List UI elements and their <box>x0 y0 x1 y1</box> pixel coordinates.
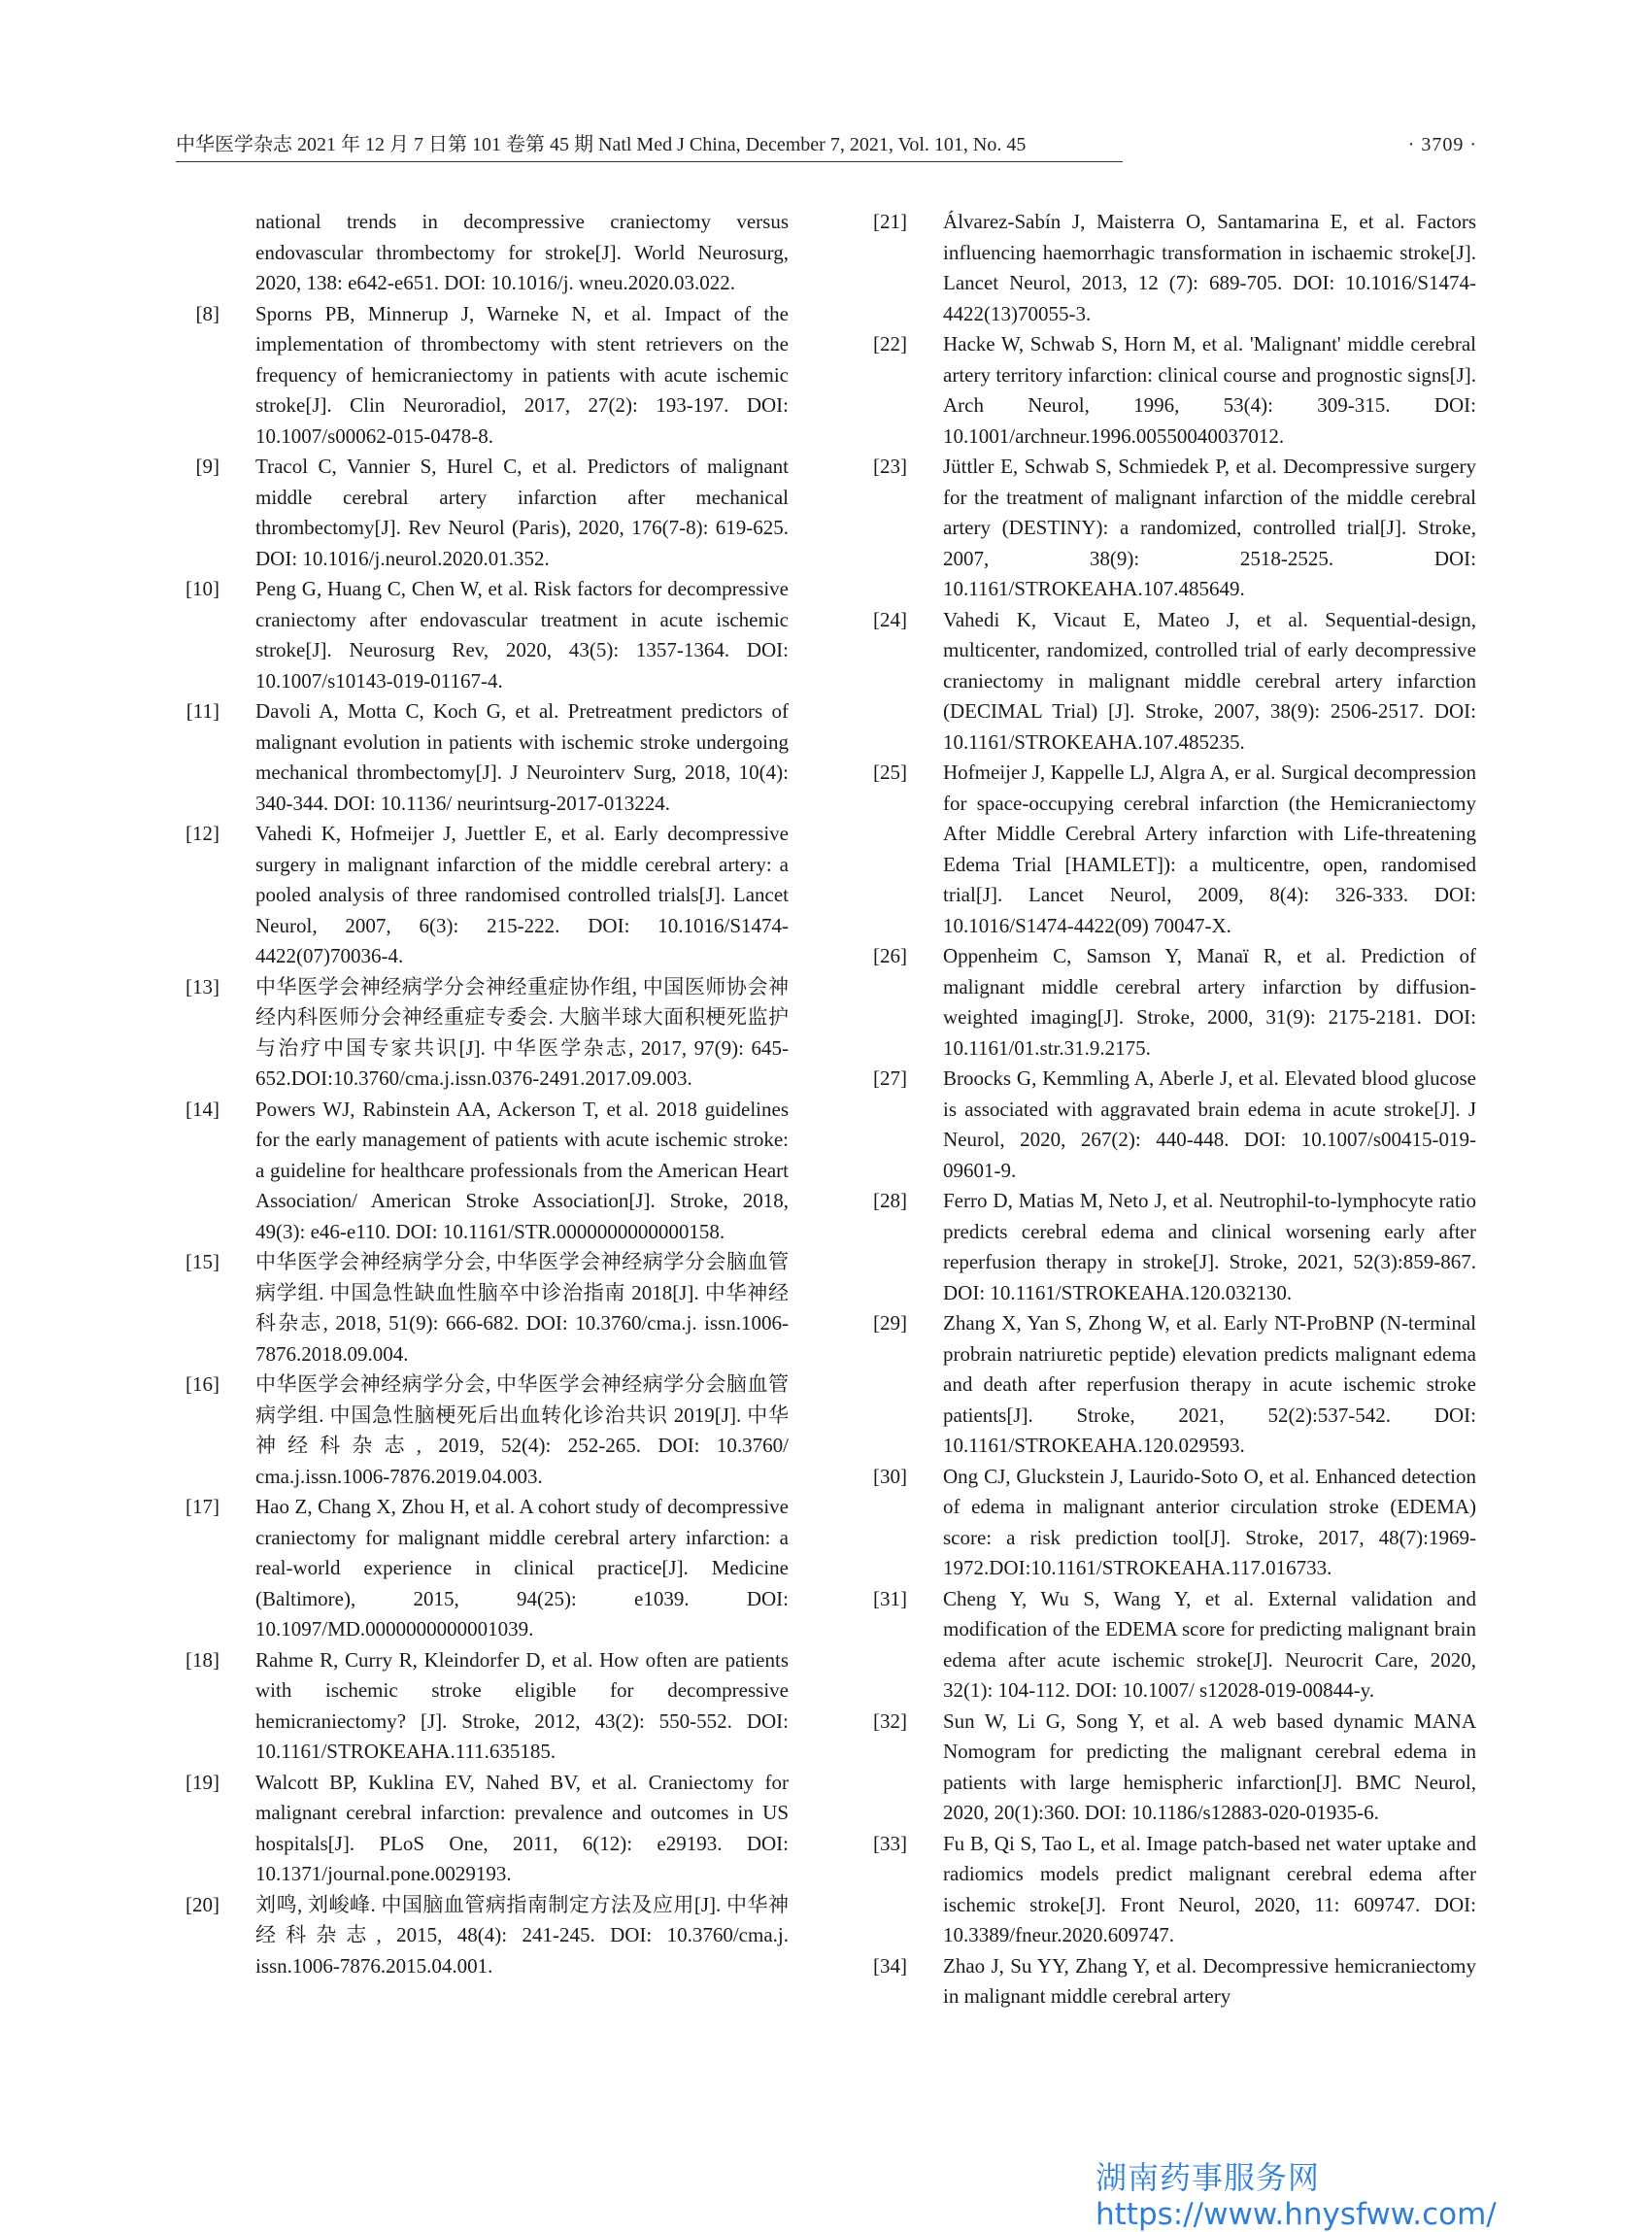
references-right-column <box>862 207 1476 2012</box>
reference-entry <box>862 329 1476 452</box>
reference-text: 中华医学会神经病学分会神经重症协作组, 中国医师协会神经内科医师分会神经重症专委会. 大脑半球大面积梗死监护与治疗中国专家共识[J]. 中华医学杂志, 2017, 97(9): 645-652.DOI:10.3760/cma.j.issn.0376-2491.2017.09.003. <box>255 974 789 1090</box>
reference-text: 中华医学会神经病学分会, 中华医学会神经病学分会脑血管病学组. 中国急性缺血性脑卒中诊治指南 2018[J]. 中华神经科杂志, 2018, 51(9): 666-682. DOI: 10.3760/cma.j. issn.1006-7876.2018.09.004. <box>255 1250 789 1366</box>
reference-number: [14] <box>185 1097 219 1121</box>
reference-text: Ferro D, Matias M, Neto J, et al. Neutrophil-to-lymphocyte ratio predicts cerebral edema and clinical worsening early after reperfusion therapy in stroke[J]. Stroke, 2021, 52(3):859-867. DOI: 10.1161/STROKEAHA.120.032130. <box>943 1189 1476 1304</box>
reference-text: Vahedi K, Hofmeijer J, Juettler E, et al. Early decompressive surgery in malignant infarction of the middle cerebral artery: a pooled analysis of three randomised controlled trials[J]. Lancet Neurol, 2007, 6(3): 215-222. DOI: 10.1016/S1474-4422(07)70036-4. <box>255 822 789 967</box>
reference-entry <box>862 941 1476 1064</box>
reference-entry <box>175 452 789 574</box>
reference-text: Zhao J, Su YY, Zhang Y, et al. Decompressive hemicraniectomy in malignant middle cerebral artery <box>943 1953 1476 2008</box>
reference-entry <box>175 1095 789 1248</box>
reference-number: [15] <box>185 1250 219 1273</box>
reference-entry <box>175 299 789 453</box>
reference-number: [21] <box>873 210 907 233</box>
reference-entry <box>175 972 789 1095</box>
reference-text: Ong CJ, Gluckstein J, Laurido-Soto O, et al. Enhanced detection of edema in malignant anterior circulation stroke (EDEMA) score: a risk prediction tool[J]. Stroke, 2017, 48(7):1969-1972.DOI:10.1161/STROKEAHA.117.016733. <box>943 1464 1476 1579</box>
reference-text: Vahedi K, Vicaut E, Mateo J, et al. Sequential-design, multicenter, randomized, controlled trial of early decompressive craniectomy in malignant middle cerebral artery infarction (DECIMAL Trial) [J]. Stroke, 2007, 38(9): 2506-2517. DOI: 10.1161/STROKEAHA.107.485235. <box>943 607 1476 754</box>
reference-entry <box>862 1308 1476 1462</box>
reference-entry <box>862 1707 1476 1829</box>
reference-entry <box>175 1890 789 1982</box>
page-number: · 3709 · <box>1407 134 1477 155</box>
reference-text: Hacke W, Schwab S, Horn M, et al. 'Malignant' middle cerebral artery territory infarction: clinical course and prognostic signs[J]. Arch Neurol, 1996, 53(4): 309-315. DOI: 10.1001/archneur.1996.00550040037012. <box>943 332 1476 448</box>
reference-entry <box>175 696 789 819</box>
reference-entry <box>862 1951 1476 2012</box>
reference-text: Hofmeijer J, Kappelle LJ, Algra A, er al. Surgical decompression for space-occupying cerebral infarction (the Hemicraniectomy After Middle Cerebral Artery infarction with Life-threatening Edema Trial [HAMLET]): a multicentre, open, randomised trial[J]. Lancet Neurol, 2009, 8(4): 326-333. DOI: 10.1016/S1474-4422(09) 70047-X. <box>943 761 1476 937</box>
reference-entry <box>862 1462 1476 1584</box>
reference-number: [9] <box>195 455 219 478</box>
reference-entry <box>175 574 789 696</box>
journal-citation-header: 中华医学杂志 2021 年 12 月 7 日第 101 卷第 45 期 Natl Med J China, December 7, 2021, Vol. 101, No. 45 <box>176 134 1027 155</box>
reference-text: 中华医学会神经病学分会, 中华医学会神经病学分会脑血管病学组. 中国急性脑梗死后出血转化诊治共识 2019[J]. 中华神经科杂志, 2019, 52(4): 252-265. DOI: 10.3760/ cma.j.issn.1006-7876.2019.04.003. <box>255 1372 789 1488</box>
reference-number: [22] <box>873 332 907 355</box>
reference-number: [26] <box>873 944 907 967</box>
reference-number: [19] <box>185 1770 219 1794</box>
reference-number: [12] <box>185 822 219 845</box>
reference-number: [16] <box>185 1372 219 1396</box>
running-header <box>176 128 1477 161</box>
reference-text: national trends in decompressive craniectomy versus endovascular thrombectomy for stroke[J]. World Neurosurg, 2020, 138: e642-e651. DOI: 10.1016/j. wneu.2020.03.022. <box>255 210 789 294</box>
watermark-name: 湖南药事服务网 <box>1096 2159 1321 2196</box>
reference-text: Jüttler E, Schwab S, Schmiedek P, et al. Decompressive surgery for the treatment of malignant infarction of the middle cerebral artery (DESTINY): a randomized, controlled trial[J]. Stroke, 2007, 38(9): 2518-2525. DOI: 10.1161/STROKEAHA.107.485649. <box>943 455 1476 600</box>
reference-text: Hao Z, Chang X, Zhou H, et al. A cohort study of decompressive craniectomy for malignant middle cerebral artery infarction: a real-world experience in clinical practice[J]. Medicine (Baltimore), 2015, 94(25): e1039. DOI: 10.1097/MD.0000000000001039. <box>255 1495 789 1640</box>
reference-text: Davoli A, Motta C, Koch G, et al. Pretreatment predictors of malignant evolution in patients with ischemic stroke undergoing mechanical thrombectomy[J]. J Neurointerv Surg, 2018, 10(4): 340-344. DOI: 10.1136/ neurintsurg-2017-013224. <box>255 699 789 815</box>
reference-entry <box>175 1247 789 1370</box>
reference-text: Álvarez-Sabín J, Maisterra O, Santamarina E, et al. Factors influencing haemorrhagic transformation in ischaemic stroke[J]. Lancet Neurol, 2013, 12 (7): 689-705. DOI: 10.1016/S1474-4422(13)70055-3. <box>943 210 1476 325</box>
reference-text: Cheng Y, Wu S, Wang Y, et al. External validation and modification of the EDEMA score for predicting malignant brain edema after acute ischemic stroke[J]. Neurocrit Care, 2020, 32(1): 104-112. DOI: 10.1007/ s12028-019-00844-y. <box>943 1586 1476 1702</box>
reference-text: Fu B, Qi S, Tao L, et al. Image patch-based net water uptake and radiomics models predict malignant cerebral edema after ischemic stroke[J]. Front Neurol, 2020, 11: 609747. DOI: 10.3389/fneur.2020.609747. <box>943 1831 1476 1946</box>
reference-number: [20] <box>185 1892 219 1916</box>
reference-entry <box>175 819 789 972</box>
reference-number: [25] <box>873 761 907 784</box>
reference-number: [28] <box>873 1189 907 1212</box>
header-rule <box>176 161 1123 162</box>
reference-entry <box>862 1064 1476 1186</box>
reference-number: [23] <box>873 455 907 478</box>
reference-number: [8] <box>195 301 219 325</box>
reference-text: Oppenheim C, Samson Y, Manaï R, et al. Prediction of malignant middle cerebral artery infarction by diffusion-weighted imaging[J]. Stroke, 2000, 31(9): 2175-2181. DOI: 10.1161/01.str.31.9.2175. <box>943 944 1476 1060</box>
reference-text: Walcott BP, Kuklina EV, Nahed BV, et al. Craniectomy for malignant cerebral infarction: prevalence and outcomes in US hospitals[J]. PLoS One, 2011, 6(12): e29193. DOI: 10.1371/journal.pone.0029193. <box>255 1770 789 1885</box>
reference-text: Sun W, Li G, Song Y, et al. A web based dynamic MANA Nomogram for predicting the malignant cerebral edema in patients with large hemispheric infarction[J]. BMC Neurol, 2020, 20(1):360. DOI: 10.1186/s12883-020-01935-6. <box>943 1708 1476 1824</box>
reference-number: [30] <box>873 1464 907 1488</box>
watermark-url[interactable]: https://www.hnysfww.com/ <box>1096 2197 1497 2232</box>
reference-entry <box>862 758 1476 941</box>
reference-entry <box>862 1584 1476 1707</box>
reference-text: Broocks G, Kemmling A, Aberle J, et al. Elevated blood glucose is associated with aggravated brain edema in acute stroke[J]. J Neurol, 2020, 267(2): 440-448. DOI: 10.1007/s00415-019-09601-9. <box>943 1066 1476 1182</box>
reference-entry <box>862 207 1476 329</box>
reference-number: [27] <box>873 1066 907 1090</box>
references-left-column <box>175 207 789 1981</box>
reference-number: [33] <box>873 1831 907 1855</box>
reference-number: [29] <box>873 1311 907 1335</box>
reference-entry <box>862 452 1476 605</box>
reference-number: [32] <box>873 1708 907 1733</box>
reference-number: [11] <box>185 699 219 723</box>
reference-number: [13] <box>185 974 219 998</box>
reference-entry <box>175 1370 789 1492</box>
reference-entry <box>175 1768 789 1890</box>
reference-text: Tracol C, Vannier S, Hurel C, et al. Predictors of malignant middle cerebral artery infarction after mechanical thrombectomy[J]. Rev Neurol (Paris), 2020, 176(7-8): 619-625. DOI: 10.1016/j.neurol.2020.01.352. <box>255 455 789 570</box>
reference-entry <box>175 207 789 299</box>
reference-text: Sporns PB, Minnerup J, Warneke N, et al. Impact of the implementation of thrombectomy with stent retrievers on the frequency of hemicraniectomy in patients with acute ischemic stroke[J]. Clin Neuroradiol, 2017, 27(2): 193-197. DOI: 10.1007/s00062-015-0478-8. <box>255 301 789 448</box>
reference-text: 刘鸣, 刘峻峰. 中国脑血管病指南制定方法及应用[J]. 中华神经科杂志, 2015, 48(4): 241-245. DOI: 10.3760/cma.j. issn.1006-7876.2015.04.001. <box>255 1892 789 1978</box>
reference-number: [17] <box>185 1495 219 1518</box>
watermark <box>1096 2158 1523 2232</box>
reference-number: [34] <box>873 1953 907 1978</box>
reference-text: Zhang X, Yan S, Zhong W, et al. Early NT-ProBNP (N-terminal probrain natriuretic peptide) elevation predicts malignant edema and death after reperfusion therapy in acute ischemic stroke patients[J]. Stroke, 2021, 52(2):537-542. DOI: 10.1161/STROKEAHA.120.029593. <box>943 1311 1476 1457</box>
reference-number: [31] <box>873 1586 907 1610</box>
reference-number: [10] <box>185 577 219 600</box>
reference-entry <box>862 1186 1476 1308</box>
reference-entry <box>175 1492 789 1645</box>
reference-text: Rahme R, Curry R, Kleindorfer D, et al. How often are patients with ischemic stroke eligible for decompressive hemicraniectomy? [J]. Stroke, 2012, 43(2): 550-552. DOI: 10.1161/STROKEAHA.111.635185. <box>255 1647 789 1763</box>
reference-entry <box>862 1829 1476 1951</box>
reference-entry <box>175 1645 789 1768</box>
reference-text: Powers WJ, Rabinstein AA, Ackerson T, et al. 2018 guidelines for the early management of patients with acute ischemic stroke: a guideline for healthcare professionals from the American Heart Association/ American Stroke Association[J]. Stroke, 2018, 49(3): e46-e110. DOI: 10.1161/STR.0000000000000158. <box>255 1097 789 1243</box>
reference-number: [18] <box>185 1647 219 1672</box>
reference-number: [24] <box>873 607 907 631</box>
reference-entry <box>862 605 1476 759</box>
reference-text: Peng G, Huang C, Chen W, et al. Risk factors for decompressive craniectomy after endovascular treatment in acute ischemic stroke[J]. Neurosurg Rev, 2020, 43(5): 1357-1364. DOI: 10.1007/s10143-019-01167-4. <box>255 577 789 693</box>
